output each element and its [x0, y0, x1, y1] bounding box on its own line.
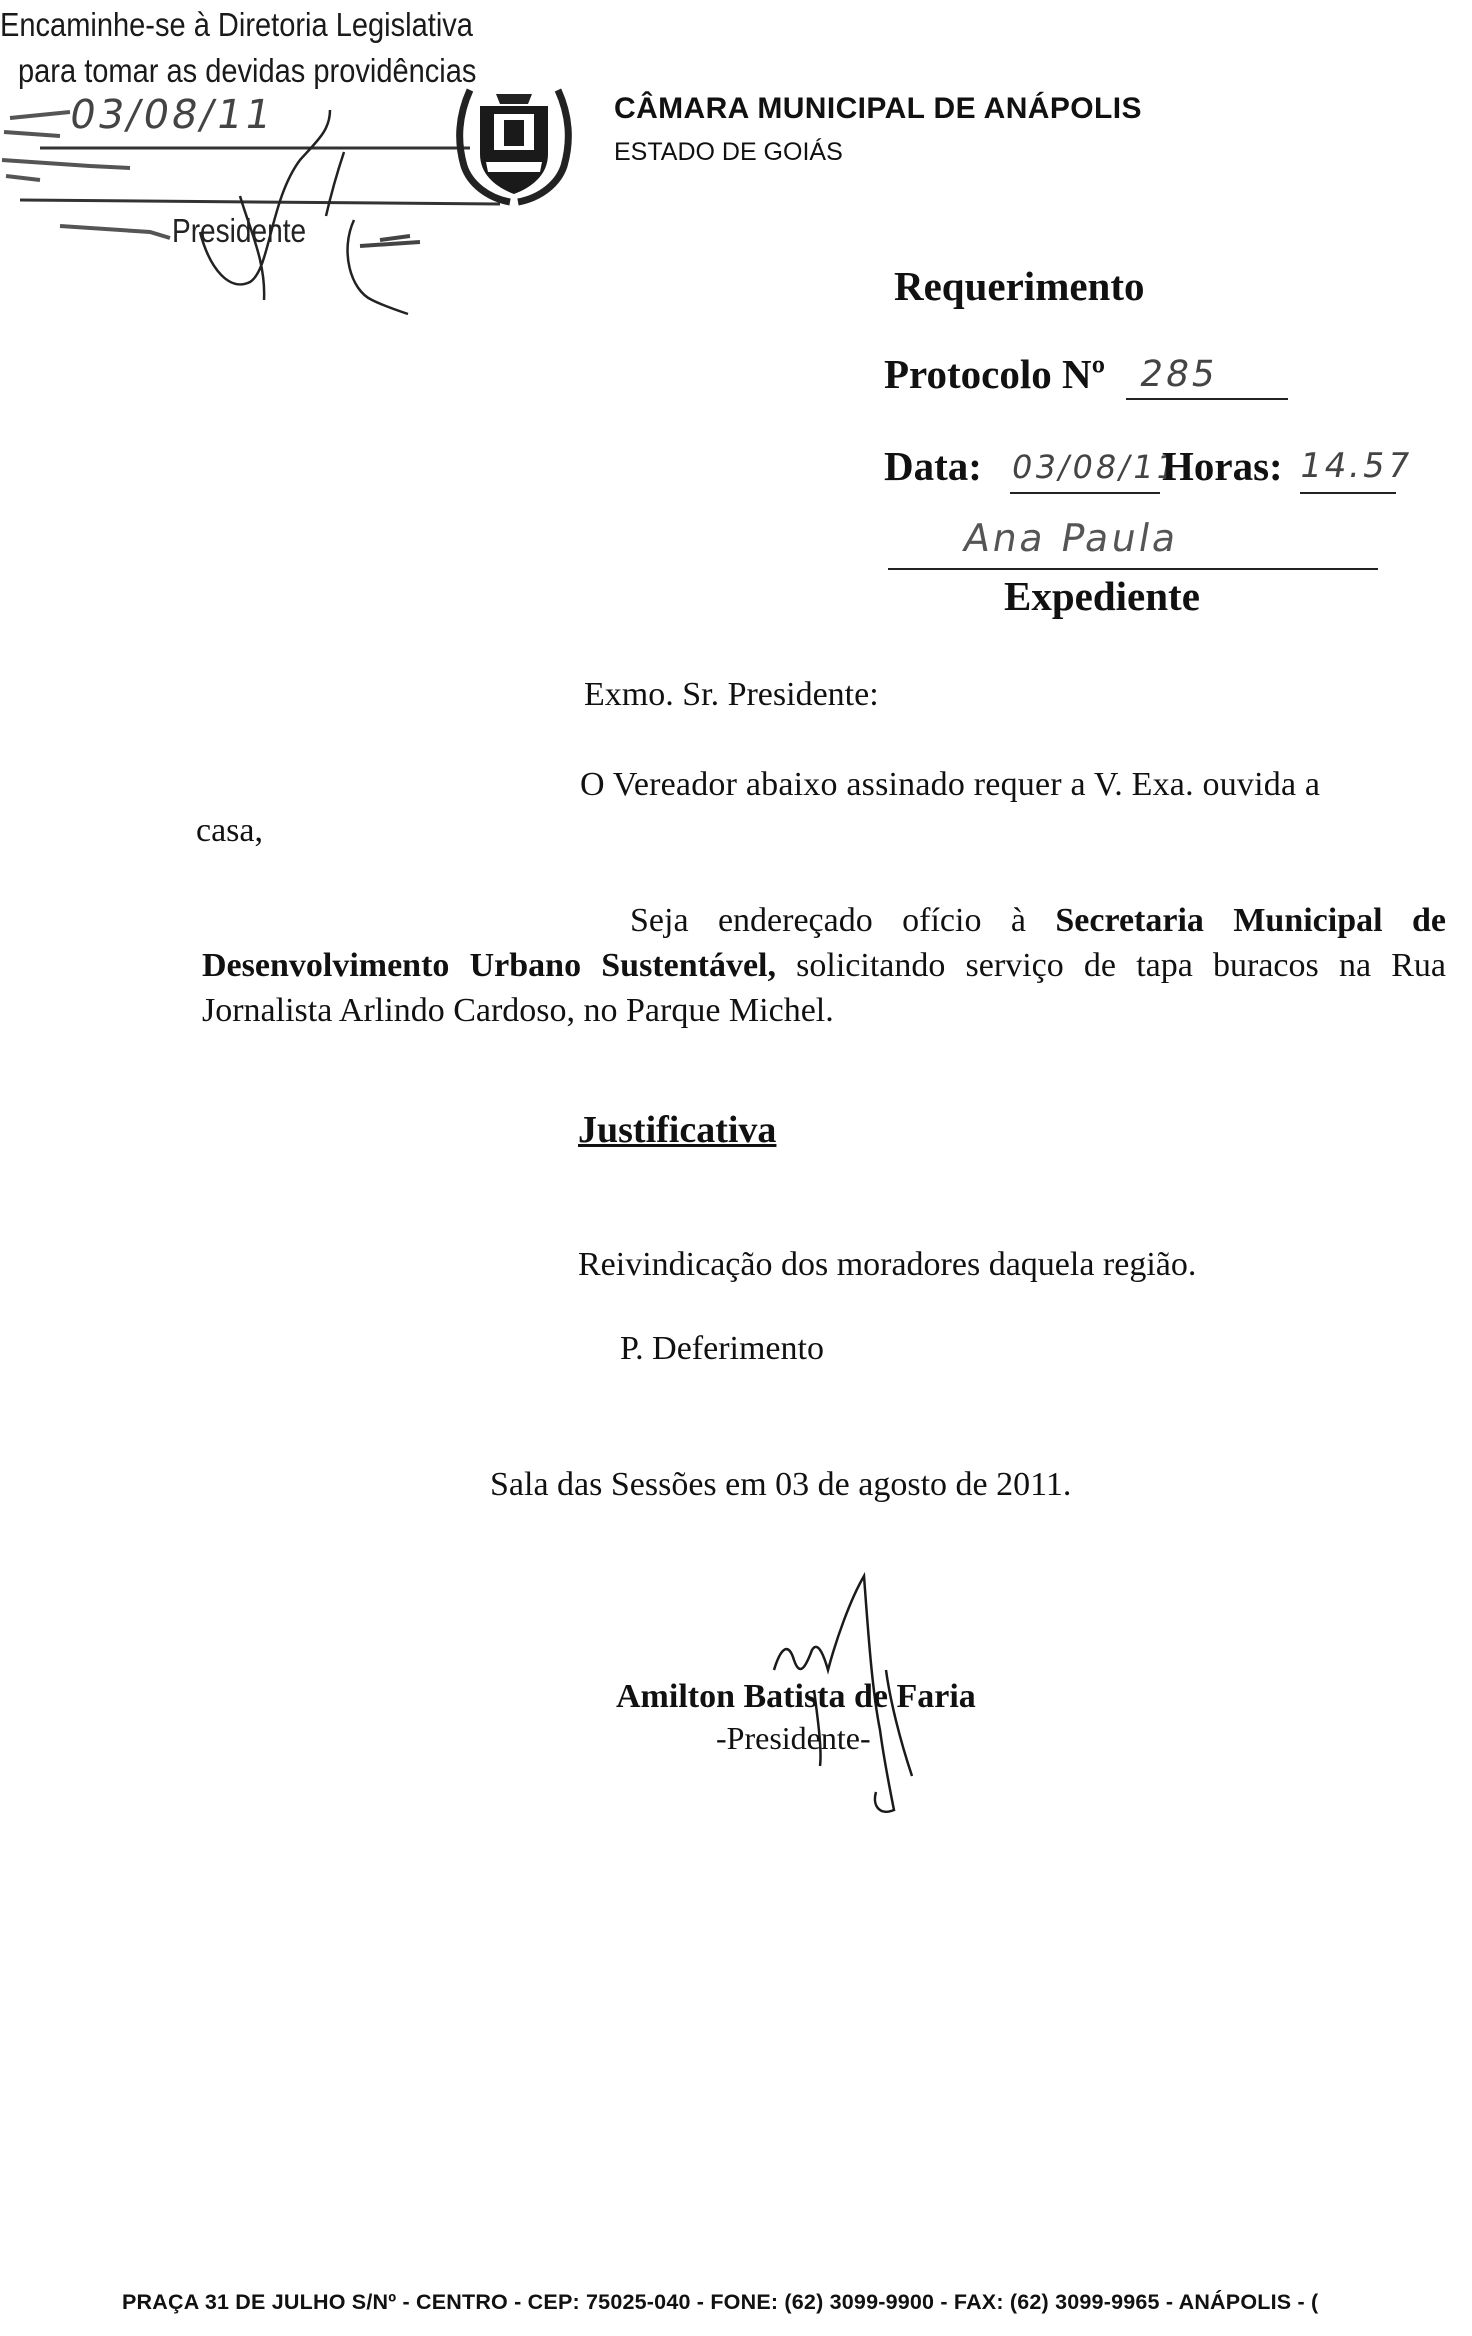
hours-label: Horas: [1162, 443, 1283, 489]
stamp-text-line-1: Encaminhe-se à Diretoria Legislativa [0, 6, 473, 43]
intro-text: O Vereador abaixo assinado requer a V. Exa. ouvida a [580, 766, 1321, 803]
place-and-date: Sala das Sessões em 03 de agosto de 2011. [490, 1466, 1072, 1503]
request-text-end: solicitando serviço de tapa buracos na Rua Jornalista Arlindo Cardoso, no Parque Michel. [202, 947, 1446, 1029]
protocol-number-rule [1126, 398, 1288, 400]
protocol-number-handwritten: 285 [1136, 354, 1222, 395]
signer-name: Amilton Batista de Faria [616, 1678, 976, 1715]
signer-role: -Presidente- [716, 1720, 871, 1756]
request-text-start: Seja endereçado ofício à [630, 902, 1056, 939]
stamp-president-label: Presidente [172, 212, 307, 249]
institution-state: ESTADO DE GOIÁS [614, 138, 843, 166]
footer-address: PRAÇA 31 DE JULHO S/Nº - CENTRO - CEP: 75025-040 - FONE: (62) 3099-9900 - FAX: (62) 3099-9965 - ANÁPOLIS - ( [122, 2290, 1319, 2314]
date-rule [1010, 492, 1160, 494]
receiver-signature-rule [888, 568, 1378, 570]
document-title: Requerimento [894, 263, 1145, 309]
institution-name: CÂMARA MUNICIPAL DE ANÁPOLIS [614, 92, 1142, 125]
hours-handwritten: 14.57 [1296, 446, 1416, 486]
request-paragraph [202, 898, 1446, 1033]
salutation: Exmo. Sr. Presidente: [584, 676, 879, 713]
request-recipient: Secretaria Municipal de Desenvolvimento Urbano Sustentável, [202, 902, 1446, 984]
date-handwritten: 03/08/11 [1008, 448, 1184, 486]
municipal-coat-of-arms [440, 76, 588, 206]
date-label: Data: [884, 443, 982, 489]
justification-text: Reivindicação dos moradores daquela região. [578, 1246, 1197, 1283]
receiver-signature: Ana Paula [960, 516, 1183, 560]
expediente-label: Expediente [1004, 573, 1200, 619]
protocol-number-label: Protocolo Nº [884, 351, 1106, 397]
closing-text: P. Deferimento [620, 1330, 824, 1367]
stamp-text-line-2: para tomar as devidas providências [18, 52, 477, 89]
stamp-handwritten-date: 03/08/11 [65, 92, 278, 138]
intro-text-end: casa, [196, 812, 264, 849]
justification-heading: Justificativa [578, 1109, 777, 1151]
hours-rule [1300, 492, 1396, 494]
